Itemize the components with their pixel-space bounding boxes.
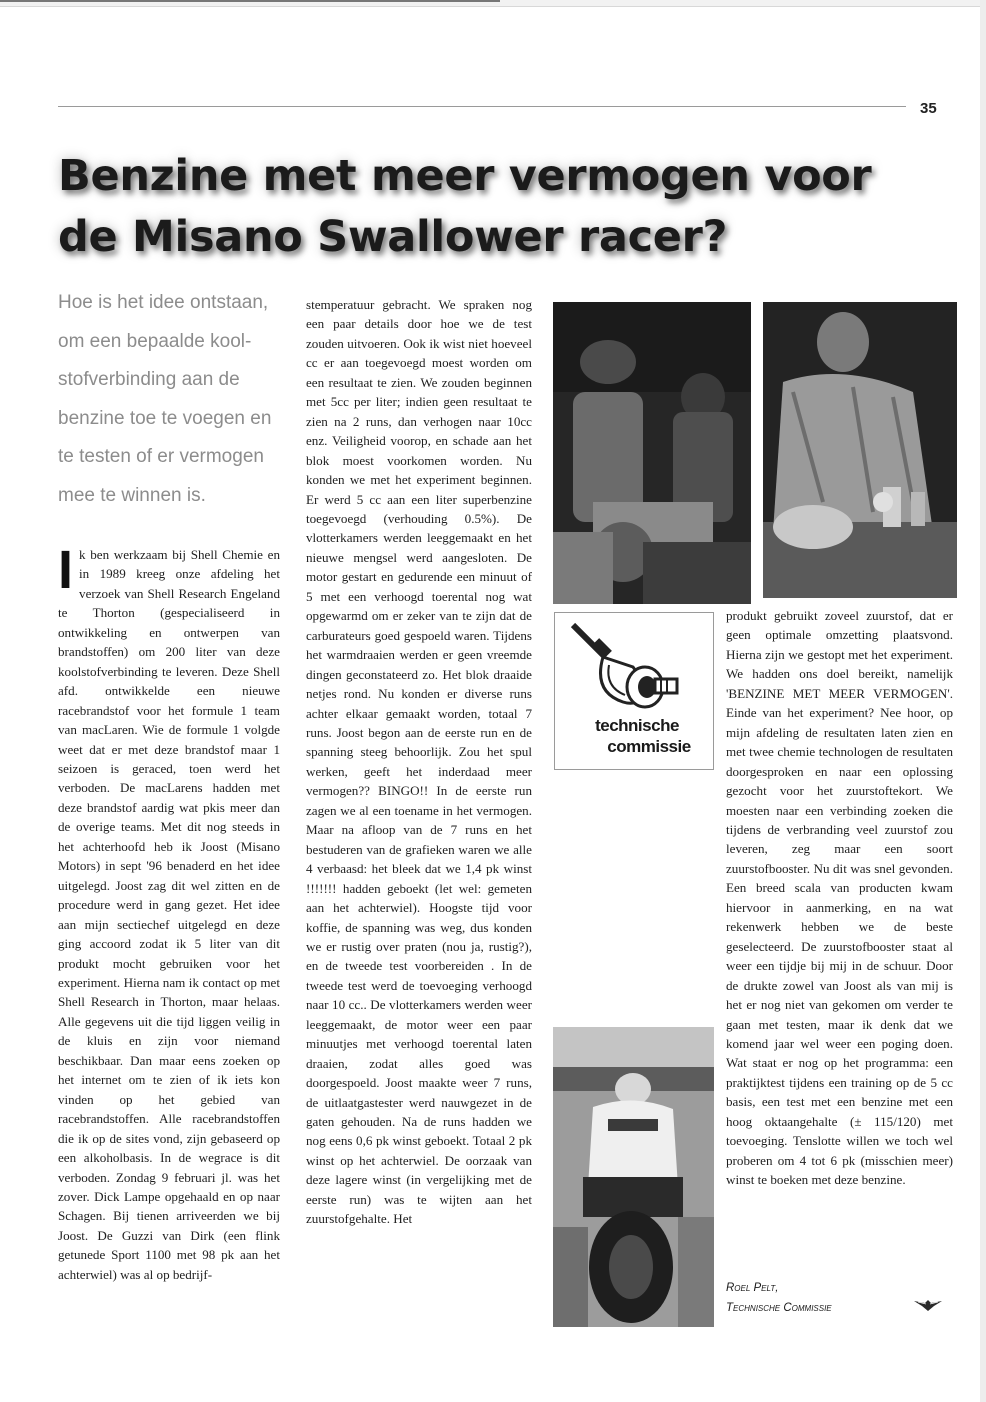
article-intro: Hoe is het idee ontstaan, om een bepaalde kool-stofverbinding aan de benzine toe te voegen en te testen of er vermogen mee te winnen is.: [58, 292, 272, 506]
scan-edge-line: [0, 0, 500, 2]
logo-label: [569, 715, 705, 757]
eagle-icon: [914, 1298, 942, 1312]
photo-mixing-fuel: [763, 302, 957, 598]
logo-line-1: technische: [595, 716, 679, 735]
drop-cap: I: [58, 540, 74, 600]
header-rule: [58, 106, 906, 107]
technische-commissie-logo: [554, 612, 714, 770]
page-right-edge: [980, 0, 986, 1402]
photo-dyno-test: [553, 302, 751, 604]
article-column-2: stemperatuur gebracht. We spraken nog een paar details door hoe we de test zouden uitvoeren. Ook ik wist niet hoeveel cc er aan toegevoegd moest worden om een resultaat te zien. We zouden beginnen met 5cc per liter; indien geen resultaat te zien na 2 runs, dan verhogen naar 10cc enz. Veiligheid voorop, en schade aan het blok moest voorkomen worden. Nu konden we met het experiment beginnen. Er werd 5 cc aan een liter superbenzine toegevoegd (verhouding 0.5%). De vlotterkamers werden leeggemaakt en het nieuwe mengsel werd aangesloten. De motor gestart en gedurende een minuut of 5 met een verhoogd toerental nog wat opgewarmd om er zeker van te zijn dat de carburateurs goed gespoeld waren. Tijdens het warmdraaien werden er geen vreemde dingen geconstateerd zo. Het blok draaide netjes rond. Nu konden er diverse runs achter elkaar gemaakt worden, totaal 7 runs. Joost begon aan de eerste run en de spanning steeg behoorlijk. Zou het spul werken, geeft het inderdaad meer vermogen?? BINGO!! In de eerste run zagen we al een toename in het vermogen. Maar na afloop van de 7 runs en het bestuderen van de grafieken waren we alle 4 verbaasd: het bleek dat we 1,4 pk winst !!!!!!! hadden geboekt (let wel: gemeten aan het achterwiel). Hoogste tijd voor koffie, de spanning was weg, dus konden we er rustig over praten (nou ja, rustig?), en de tweede test voorbereiden . In de tweede test werd de toevoeging verhoogd naar 10 cc.. De vlotterkamers werden weer leeggemaakt, de motor weer een paar minuutjes met verhoogd toerental laten draaien, zodat alles goed was doorgespoeld. Joost maakte weer 7 runs, de uitlaatgastester werd nauwgezet in de gaten gehouden. Na de runs hadden we nog eens 0,6 pk winst geboekt. Totaal 2 pk winst op het achterwiel. De oorzaak van deze lagere winst (in vergelijking met de eerste run) was te wijten aan het zuurstofgehalte. Het: [306, 297, 532, 1227]
author-byline: [726, 1278, 832, 1318]
article-column-1: [58, 540, 280, 1284]
author-role: Technische Commissie: [726, 1302, 832, 1314]
column-1-text: k ben werkzaam bij Shell Chemie en in 1989 kreeg onze afdeling het verzoek van Shell Research Engeland te Thorton (gespecialiseerd in ontwikkeling en ontwerpen van brandstoffen) om 200 liter van deze koolstofverbinding te leveren. Deze Shell afd. ontwikkelde een nieuwe racebrandstof voor het formule 1 team van macLaren. Wie de formule 1 volgde weet dat er met deze brandstof maar 1 seizoen is geraced, toen werd het verboden. De macLarens hadden met deze brandstof aardig wat pkis meer dan de overige teams. Met dit nog steeds in het achterhoofd heb ik Joost (Misano Motors) in sept '96 benaderd en het idee uitgelegd. Joost zag dit wel zitten en de procedure werd in gang gezet. Het idee aan mijn sectiechef uitgelegd en deze ging accoord zodat ik 5 liter van dit produkt mocht gebruiken voor het experiment. Hierna nam ik contact op met Shell Research in Thorton, maar helaas. Alle gegevens uit die tijd liggen veilig in de kluis en zijn voor niemand beschikbaar. Dan maar eens zoeken op het internet om te zien of ik iets kon vinden op het gebied van racebrandstoffen. Alle racebrandstoffen die ik op de sites vond, zijn gebaseerd op een alkoholbasis. In de wegrace is dit verboden. Zondag 9 februari jl. was het zover. Dick Lampe opgehaald en op naar Schagen. Bij tienen arriveerden we bij Joost. De Guzzi van Dirk (een flink getunede Sport 1100 met 98 pk aan het achterwiel) was al op bedrijf-: [58, 547, 280, 1282]
author-name: Roel Pelt,: [726, 1282, 779, 1294]
crankshaft-icon: [563, 617, 683, 717]
page-number: 35: [920, 100, 937, 117]
article-title: Benzine met meer vermogen voor de Misano Swallower racer?: [58, 151, 872, 262]
logo-line-2: commissie: [607, 737, 691, 756]
article-column-3: produkt gebruikt zoveel zuurstof, dat er geen optimale omzetting plaatsvond. Hierna zijn we gestopt met het experiment. We hadden ons doel bereikt, namelijk 'BENZINE MET MEER VERMOGEN'. Einde van het experiment? Nee hoor, op mijn afdeling de resultaten laten zien en met twee chemie technologen de resultaten doorgesproken en naar een oplossing gezocht voor het zuurstoftekort. We moesten naar een verbinding zoeken die tijdens de verbranding veel zuurstof zou leveren, zeg maar een soort zuurstofbooster. Nu dit was snel gevonden. Een breed scala van producten kwam hiervoor in aanmerking, en na wat rekenwerk hebben we de beste geselecteerd. De zuurstofbooster staat al weer een tijdje bij mij in de schuur. Door de drukte zowel van Joost als van mij is het er nog niet van gekomen om verder te gaan met testen, maar ik denk dat we komend jaar wel weer een poging doen. Wat staat er nog op het programma: een praktijktest tijdens een training op de 5 cc basis, een test met een benzine met een hoog oktaangehalte (± 115/120) met toevoeging. Tenslotte willen we toch wel proberen om 4 tot 6 pk (misschien meer) winst te boeken met deze benzine.: [726, 608, 953, 1188]
photo-rider-motorcycle: [553, 1027, 714, 1327]
